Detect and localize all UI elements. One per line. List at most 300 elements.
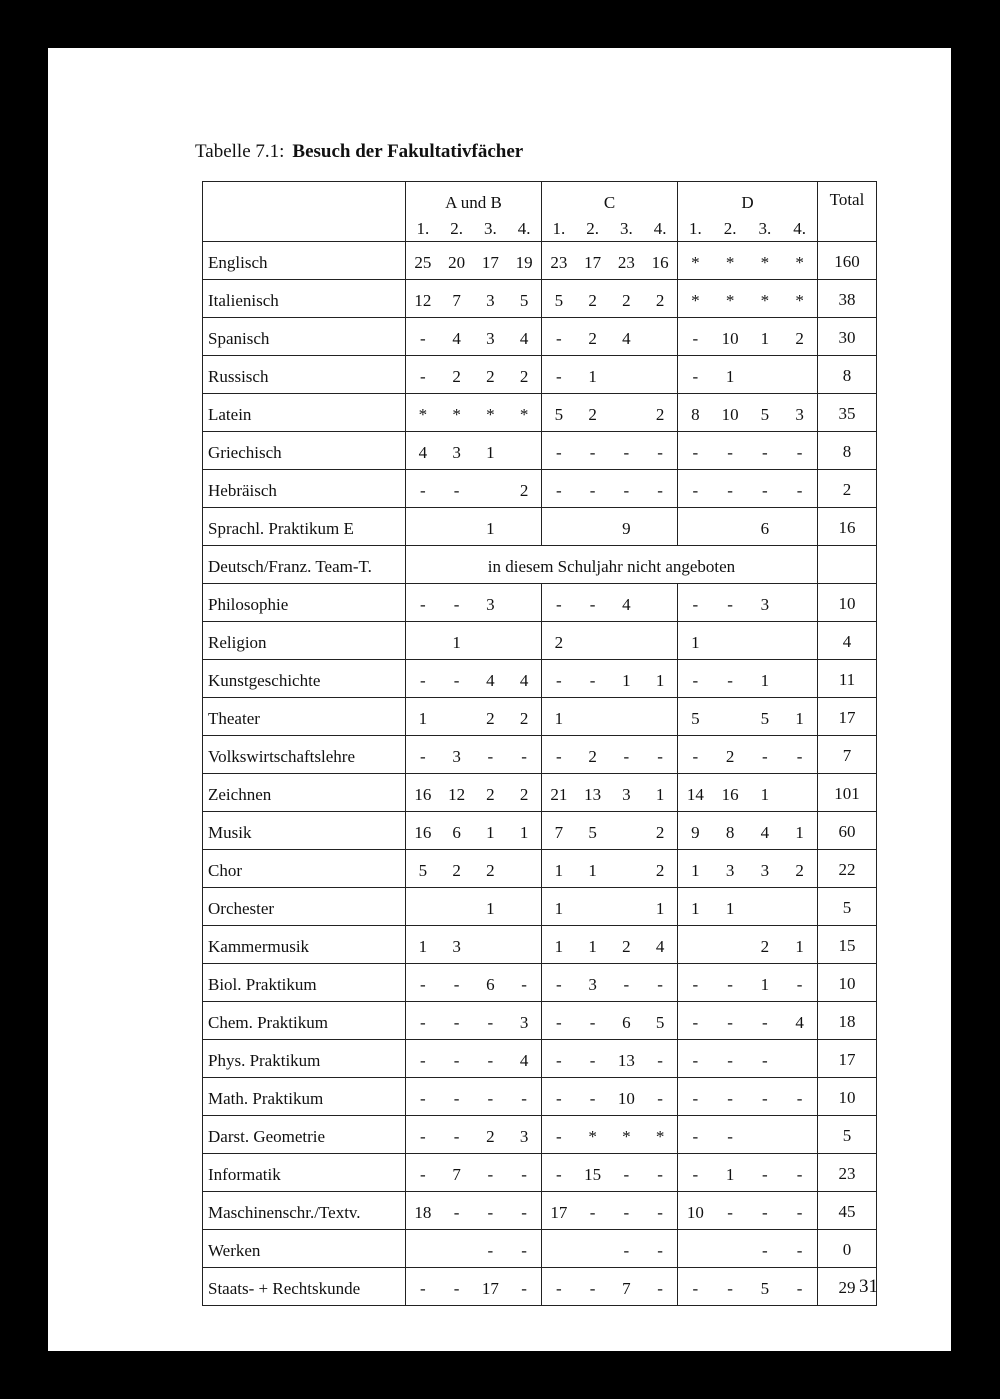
group-cell-c — [542, 394, 678, 432]
group-cell-d — [678, 1116, 818, 1154]
year-value: - — [453, 1012, 460, 1032]
year-value: - — [589, 594, 596, 614]
subject-name: Chor — [203, 850, 406, 888]
year-value: - — [556, 1278, 562, 1298]
total-value: 8 — [818, 356, 877, 394]
year-value: - — [420, 366, 426, 386]
year-value: 2 — [519, 480, 529, 500]
subject-name: Latein — [203, 394, 406, 432]
year-value: 6 — [622, 1012, 631, 1032]
header-total: Total — [818, 182, 877, 242]
year-value: - — [762, 1164, 768, 1184]
year-value: 1 — [795, 936, 804, 956]
year-value: - — [692, 1012, 699, 1032]
year-value: 4 — [655, 936, 665, 956]
group-cell-ab — [406, 698, 542, 736]
table-row — [203, 736, 877, 774]
year-value: 1 — [519, 822, 529, 842]
year-value: 5 — [655, 1012, 665, 1032]
group-cell-ab — [406, 812, 542, 850]
group-cell-c — [542, 584, 678, 622]
year-value: 3 — [760, 860, 770, 880]
year-value: * — [519, 404, 529, 424]
subject-name: Volkswirtschaftslehre — [203, 736, 406, 774]
year-value: - — [521, 1240, 527, 1260]
year-value: - — [556, 442, 562, 462]
year-value: - — [657, 1088, 663, 1108]
year-value: - — [420, 746, 426, 766]
table-row — [203, 1192, 877, 1230]
group-cell-c — [542, 1116, 678, 1154]
year-value: 10 — [721, 328, 739, 348]
year-value: - — [692, 442, 699, 462]
year-value: - — [453, 670, 460, 690]
year-value: 1 — [588, 936, 597, 956]
year-value: 4 — [795, 1012, 804, 1032]
year-value: 16 — [414, 822, 432, 842]
total-value: 8 — [818, 432, 877, 470]
year-value: 2 — [519, 708, 529, 728]
group-cell-d — [678, 584, 818, 622]
year-value: - — [796, 1240, 803, 1260]
subject-name: Darst. Geometrie — [203, 1116, 406, 1154]
year-value: 1 — [760, 784, 770, 804]
subject-name: Zeichnen — [203, 774, 406, 812]
year-value: 4 — [418, 442, 428, 462]
total-value: 23 — [818, 1154, 877, 1192]
year-value: 2 — [588, 290, 597, 310]
group-cell-d — [678, 356, 818, 394]
year-value: - — [623, 746, 630, 766]
year-value: - — [623, 442, 630, 462]
year-value: 5 — [554, 404, 564, 424]
group-label: A und B — [445, 192, 502, 212]
year-value: 16 — [651, 252, 669, 272]
year-value: - — [796, 1164, 803, 1184]
table-row — [203, 318, 877, 356]
subject-name: Hebräisch — [203, 470, 406, 508]
year-value: - — [623, 974, 630, 994]
year-value: 20 — [448, 252, 466, 272]
year-value: - — [556, 366, 562, 386]
year-value: 10 — [686, 1202, 704, 1222]
group-cell-c — [542, 280, 678, 318]
group-cell-ab — [406, 470, 542, 508]
total-value: 16 — [818, 508, 877, 546]
year-value: 1 — [795, 822, 804, 842]
year-value: - — [453, 594, 460, 614]
year-value: - — [692, 480, 699, 500]
total-value: 18 — [818, 1002, 877, 1040]
year-value: - — [692, 366, 699, 386]
subject-name: Musik — [203, 812, 406, 850]
year-value: 3 — [486, 328, 495, 348]
year-value: - — [727, 1088, 733, 1108]
group-cell-c — [542, 1002, 678, 1040]
group-cell-d — [678, 888, 818, 926]
table-row — [203, 1154, 877, 1192]
table-row — [203, 1268, 877, 1306]
group-cell-d — [678, 432, 818, 470]
year-value: - — [420, 480, 426, 500]
year-label: 1. — [552, 218, 566, 238]
year-value: 23 — [617, 252, 635, 272]
group-cell-ab — [406, 736, 542, 774]
subject-name: Informatik — [203, 1154, 406, 1192]
year-value: - — [796, 1278, 803, 1298]
year-label: 2. — [723, 218, 737, 238]
total-value: 17 — [818, 1040, 877, 1078]
group-cell-c — [542, 850, 678, 888]
table-row — [203, 584, 877, 622]
table-row — [203, 470, 877, 508]
group-cell-d — [678, 1040, 818, 1078]
table-row — [203, 1002, 877, 1040]
group-cell-c — [542, 1040, 678, 1078]
year-value: 1 — [622, 670, 631, 690]
year-value: 2 — [655, 822, 665, 842]
year-value: 10 — [721, 404, 739, 424]
group-cell-c — [542, 812, 678, 850]
table-row — [203, 774, 877, 812]
group-cell-ab — [406, 1078, 542, 1116]
year-value: * — [691, 252, 700, 272]
group-cell-ab — [406, 850, 542, 888]
year-value: 14 — [686, 784, 704, 804]
group-cell-d — [678, 736, 818, 774]
table-row — [203, 242, 877, 280]
year-value: 2 — [622, 936, 631, 956]
group-cell-ab — [406, 508, 542, 546]
year-value: - — [420, 1088, 426, 1108]
year-value: 1 — [554, 860, 564, 880]
subject-name: Philosophie — [203, 584, 406, 622]
year-value: - — [727, 480, 733, 500]
year-value: - — [556, 746, 562, 766]
table-row — [203, 546, 877, 584]
subject-name: Englisch — [203, 242, 406, 280]
year-value: 5 — [554, 290, 564, 310]
year-value: - — [762, 746, 768, 766]
year-value: - — [487, 746, 494, 766]
year-value: 5 — [588, 822, 597, 842]
table-row — [203, 660, 877, 698]
year-value: - — [556, 1012, 562, 1032]
year-value: - — [453, 480, 460, 500]
subject-name: Kammermusik — [203, 926, 406, 964]
header-row — [203, 182, 877, 242]
group-cell-d — [678, 698, 818, 736]
year-value: 1 — [725, 366, 735, 386]
group-cell-ab — [406, 964, 542, 1002]
group-cell-d — [678, 508, 818, 546]
year-value: 3 — [519, 1012, 529, 1032]
year-value: - — [589, 1088, 596, 1108]
group-cell-d — [678, 1154, 818, 1192]
caption-title: Besuch der Fakultativfächer — [292, 141, 524, 162]
year-value: 3 — [622, 784, 631, 804]
year-value: 2 — [655, 290, 665, 310]
header-group-c — [542, 182, 678, 242]
year-value: - — [589, 1050, 596, 1070]
year-value: * — [452, 404, 461, 424]
subject-name: Sprachl. Praktikum E — [203, 508, 406, 546]
total-value: 5 — [818, 1116, 877, 1154]
year-value: - — [420, 1126, 426, 1146]
year-value: - — [657, 1202, 663, 1222]
year-value: - — [556, 594, 562, 614]
year-value: - — [762, 1012, 768, 1032]
year-value: 2 — [452, 366, 461, 386]
group-cell-c — [542, 470, 678, 508]
year-value: 12 — [414, 290, 432, 310]
year-value: 1 — [691, 860, 700, 880]
group-cell-ab — [406, 1154, 542, 1192]
total-value: 30 — [818, 318, 877, 356]
group-cell-ab — [406, 584, 542, 622]
group-cell-c — [542, 1078, 678, 1116]
table-row — [203, 508, 877, 546]
total-value: 4 — [818, 622, 877, 660]
group-cell-d — [678, 622, 818, 660]
subject-name: Werken — [203, 1230, 406, 1268]
year-value: * — [655, 1126, 665, 1146]
year-value: - — [589, 1278, 596, 1298]
year-value: - — [796, 442, 803, 462]
year-value: - — [623, 480, 630, 500]
year-value: 4 — [622, 594, 631, 614]
year-value: 5 — [760, 1278, 770, 1298]
year-value: 1 — [760, 670, 770, 690]
group-cell-d — [678, 1078, 818, 1116]
group-cell-c — [542, 774, 678, 812]
year-value: 13 — [617, 1050, 635, 1070]
year-value: 2 — [486, 860, 495, 880]
year-value: - — [453, 1050, 460, 1070]
table-row — [203, 1116, 877, 1154]
group-cell-c — [542, 242, 678, 280]
year-value: 15 — [584, 1164, 602, 1184]
group-label: D — [741, 192, 754, 212]
subject-name: Phys. Praktikum — [203, 1040, 406, 1078]
year-value: 2 — [554, 632, 564, 652]
total-value: 35 — [818, 394, 877, 432]
group-cell-c — [542, 1230, 678, 1268]
year-value: 1 — [725, 898, 735, 918]
group-label: C — [603, 192, 616, 212]
year-value: - — [796, 1088, 803, 1108]
group-cell-d — [678, 1192, 818, 1230]
year-value: - — [453, 1202, 460, 1222]
year-value: 1 — [691, 632, 700, 652]
year-value: * — [691, 290, 700, 310]
year-value: * — [725, 290, 735, 310]
year-value: 3 — [452, 746, 461, 766]
year-value: * — [486, 404, 495, 424]
total-value: 160 — [818, 242, 877, 280]
year-value: - — [453, 1088, 460, 1108]
group-cell-c — [542, 622, 678, 660]
year-value: - — [420, 1050, 426, 1070]
year-value: 13 — [584, 784, 602, 804]
group-cell-c — [542, 698, 678, 736]
year-value: - — [796, 480, 803, 500]
year-value: 1 — [725, 1164, 735, 1184]
year-value: 3 — [795, 404, 804, 424]
year-value: - — [796, 974, 803, 994]
header-group-d — [678, 182, 818, 242]
table-row — [203, 850, 877, 888]
year-value: 6 — [760, 518, 770, 538]
total-value: 10 — [818, 584, 877, 622]
subject-name: Spanisch — [203, 318, 406, 356]
group-cell-ab — [406, 1040, 542, 1078]
table-caption — [195, 141, 523, 163]
year-value: 2 — [795, 860, 804, 880]
year-value: 1 — [486, 898, 495, 918]
year-value: - — [727, 442, 733, 462]
year-value: 1 — [486, 518, 495, 538]
merged-note: in diesem Schuljahr nicht angeboten — [406, 546, 818, 584]
year-value: 4 — [622, 328, 631, 348]
group-cell-d — [678, 1002, 818, 1040]
year-value: - — [589, 670, 596, 690]
group-cell-d — [678, 318, 818, 356]
year-value: 19 — [515, 252, 533, 272]
group-cell-d — [678, 1230, 818, 1268]
year-value: 8 — [725, 822, 735, 842]
year-value: 2 — [655, 860, 665, 880]
year-value: 1 — [760, 974, 770, 994]
year-value: - — [420, 974, 426, 994]
year-value: 1 — [655, 898, 665, 918]
year-value: 17 — [481, 252, 499, 272]
year-value: 3 — [452, 936, 461, 956]
group-cell-d — [678, 964, 818, 1002]
year-value: - — [692, 328, 699, 348]
table-row — [203, 888, 877, 926]
year-value: 4 — [519, 670, 529, 690]
year-value: 2 — [588, 328, 597, 348]
year-label: 4. — [653, 218, 667, 238]
group-cell-d — [678, 926, 818, 964]
year-value: - — [762, 1088, 768, 1108]
year-value: * — [760, 252, 770, 272]
year-value: - — [420, 1012, 426, 1032]
year-value: - — [521, 974, 527, 994]
year-value: - — [692, 1164, 699, 1184]
group-cell-d — [678, 850, 818, 888]
year-label: 3. — [758, 218, 772, 238]
year-value: - — [420, 594, 426, 614]
year-value: - — [692, 670, 699, 690]
group-cell-ab — [406, 888, 542, 926]
total-value: 29 — [818, 1268, 877, 1306]
subject-name: Deutsch/Franz. Team-T. — [203, 546, 406, 584]
year-value: 7 — [452, 1164, 461, 1184]
year-value: - — [727, 1278, 733, 1298]
year-value: - — [556, 1088, 562, 1108]
subject-name: Kunstgeschichte — [203, 660, 406, 698]
year-value: 3 — [452, 442, 461, 462]
total-value: 10 — [818, 964, 877, 1002]
group-cell-c — [542, 926, 678, 964]
year-value: 18 — [414, 1202, 432, 1222]
year-value: 6 — [452, 822, 461, 842]
year-value: - — [727, 1050, 733, 1070]
group-cell-d — [678, 470, 818, 508]
year-value: 1 — [655, 670, 665, 690]
year-value: - — [589, 442, 596, 462]
elective-subjects-table — [202, 181, 877, 1306]
group-cell-c — [542, 432, 678, 470]
year-value: 4 — [486, 670, 495, 690]
year-value: - — [556, 328, 562, 348]
year-value: 1 — [691, 898, 700, 918]
group-cell-ab — [406, 660, 542, 698]
group-cell-ab — [406, 394, 542, 432]
year-value: 4 — [519, 1050, 529, 1070]
year-value: - — [556, 1050, 562, 1070]
table-row — [203, 1078, 877, 1116]
year-value: 1 — [554, 898, 564, 918]
year-label: 2. — [450, 218, 463, 238]
year-value: 2 — [519, 784, 529, 804]
year-value: * — [795, 290, 804, 310]
year-value: - — [727, 1012, 733, 1032]
year-value: - — [727, 974, 733, 994]
year-value: 2 — [588, 404, 597, 424]
subject-name: Chem. Praktikum — [203, 1002, 406, 1040]
year-value: * — [795, 252, 804, 272]
year-value: - — [453, 1278, 460, 1298]
group-cell-c — [542, 1154, 678, 1192]
year-value: 1 — [486, 442, 495, 462]
group-cell-ab — [406, 356, 542, 394]
year-value: - — [657, 1240, 663, 1260]
year-value: - — [521, 1088, 527, 1108]
group-cell-d — [678, 394, 818, 432]
total-value: 11 — [818, 660, 877, 698]
year-value: - — [762, 1202, 768, 1222]
group-cell-ab — [406, 280, 542, 318]
subject-name: Biol. Praktikum — [203, 964, 406, 1002]
subject-name: Italienisch — [203, 280, 406, 318]
year-value: - — [589, 480, 596, 500]
year-value: - — [589, 1012, 596, 1032]
year-value: - — [727, 1126, 733, 1146]
year-label: 4. — [793, 218, 806, 238]
group-cell-ab — [406, 926, 542, 964]
table-row — [203, 698, 877, 736]
group-cell-ab — [406, 1230, 542, 1268]
year-value: 17 — [584, 252, 602, 272]
group-cell-ab — [406, 432, 542, 470]
year-value: 1 — [588, 860, 597, 880]
year-value: 3 — [760, 594, 770, 614]
year-value: - — [623, 1202, 630, 1222]
year-value: 3 — [486, 594, 495, 614]
year-value: 4 — [452, 328, 461, 348]
year-value: 2 — [486, 1126, 495, 1146]
year-value: * — [725, 252, 735, 272]
year-value: 6 — [486, 974, 495, 994]
year-value: - — [556, 1164, 562, 1184]
caption-label: Tabelle 7.1: — [195, 141, 285, 162]
year-value: - — [521, 1164, 527, 1184]
year-value: 1 — [486, 822, 495, 842]
year-value: - — [657, 746, 663, 766]
